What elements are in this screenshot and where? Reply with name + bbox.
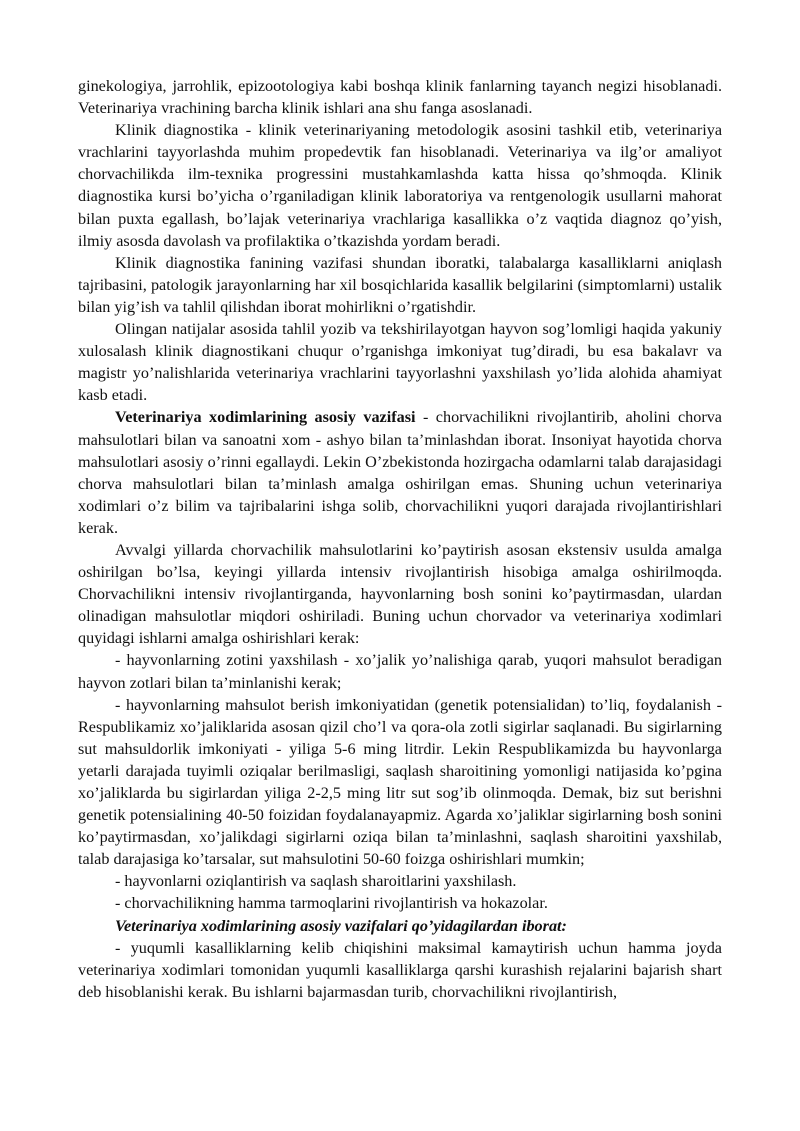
paragraph-7-text: - hayvonlarning zotini yaxshilash - xo’jalik yo’nalishiga qarab, yuqori mahsulot beradigan hayvon zotlari bilan ta’minlanishi kerak; <box>78 651 722 692</box>
paragraph-6 <box>78 539 722 649</box>
paragraph-2 <box>78 119 722 252</box>
paragraph-9 <box>78 870 722 892</box>
paragraph-12-text: - yuqumli kasalliklarning kelib chiqishini maksimal kamaytirish uchun hamma joyda veterinariya xodimlari tomonidan yuqumli kasalliklarga qarshi kurashish rejalarini bajarish shart deb hisoblanishi kerak. Bu ishlarni bajarmasdan turib, chorvachilikni rivojlantirish, <box>78 938 722 1001</box>
paragraph-10-text: - chorvachilikning hamma tarmoqlarini rivojlantirish va hokazolar. <box>115 894 548 913</box>
paragraph-9-text: - hayvonlarni oziqlantirish va saqlash sharoitlarini yaxshilash. <box>115 872 517 891</box>
paragraph-8-text: - hayvonlarning mahsulot berish imkoniyatidan (genetik potensialidan) to’liq, foydalanish - Respublikamiz xo’jaliklarida asosan qizil cho’l va qora-ola zotli sigirlar saqlanadi. Bu sigirlarning sut mahsuldorlik imkoniyati - yiliga 5-6 ming litrdir. Lekin Respublikamizda bu hayvonlarga yetarli darajada tuyimli oziqalar berilmasligi, saqlash sharoitining yomonligi natijasida ko’pgina xo’jaliklarda bu sigirlardan yiliga 2-2,5 ming litr sut sog’ib olinmoqda. Demak, biz sut berishni genetik potensialining 40-50 foizidan foydalanayapmiz. Agarda xo’jaliklar sigirlarning bosh sonini ko’paytirmasdan, xo’jalikdagi sigirlarni oziqa bilan ta’minlashni, saqlash sharoitini yaxshilab, talab darajasiga ko’tarsalar, sut mahsulotini 50-60 foizga oshirishlari mumkin; <box>78 695 722 869</box>
paragraph-8 <box>78 694 722 871</box>
section-heading-text: Veterinariya xodimlarining asosiy vazifalari qo’yidagilardan iborat: <box>115 916 567 935</box>
paragraph-5-lead-bold: Veterinariya xodimlarining asosiy vazifasi <box>115 408 416 427</box>
paragraph-12 <box>78 937 722 1003</box>
paragraph-7 <box>78 649 722 693</box>
paragraph-6-text: Avvalgi yillarda chorvachilik mahsulotlarini ko’paytirish asosan ekstensiv usulda amalga oshirilgan bo’lsa, keyingi yillarda intensiv rivojlantirish hisobiga amalga oshirilmoqda. Chorvachilikni intensiv rivojlantirganda, hayvonlarning bosh sonini ko’paytirmasdan, ulardan olinadigan mahsulotlar miqdori oshiriladi. Buning uchun chorvador va veterinariya xodimlari quyidagi ishlarni amalga oshirishlari kerak: <box>78 540 722 648</box>
paragraph-3-text: Klinik diagnostika fanining vazifasi shundan iboratki, talabalarga kasalliklarni aniqlash tajribasini, patologik jarayonlarning har xil bosqichlarida kasallik belgilarini (simptomlarni) ustalik bilan yig’ish va tahlil qilishdan iborat mohirlikni o’rgatishdir. <box>78 253 722 316</box>
paragraph-2-text: Klinik diagnostika - klinik veterinariyaning metodologik asosini tashkil etib, veterinariya vrachlarini tayyorlashda muhim propedevtik fan hisoblanadi. Veterinariya va ilg’or amaliyot chorvachilikda ilm-texnika progressini mustahkamlashda katta hissa qo’shmoqda. Klinik diagnostika kursi bo’yicha o’rganiladigan klinik laboratoriya va rentgenologik usullarni mahorat bilan puxta egallash, bo’lajak veterinariya vrachlariga kasallikka o’z vaqtida diagnoz qo’yish, ilmiy asosda davolash va profilaktika o’tkazishda yordam beradi. <box>78 121 722 250</box>
paragraph-4 <box>78 318 722 406</box>
paragraph-10 <box>78 892 722 914</box>
paragraph-1 <box>78 75 722 119</box>
paragraph-5-text: - chorvachilikni rivojlantirib, aholini chorva mahsulotlari bilan va sanoatni xom - ashyo bilan ta’minlashdan iborat. Insoniyat hayotida chorva mahsulotlari asosiy o’rinni egallaydi. Lekin O’zbekistonda hozirgacha odamlarni talab darajasidagi chorva mahsulotlari bilan ta’minlash amalga oshirilgan emas. Shuning uchun veterinariya xodimlari o’z bilim va tajribalarini ishga solib, chorvachilikni yuqori darajada rivojlantirishlari kerak. <box>78 408 722 537</box>
paragraph-4-text: Olingan natijalar asosida tahlil yozib va tekshirilayotgan hayvon sog’lomligi haqida yakuniy xulosalash klinik diagnostikani chuqur o’rganishga imkoniyat tug’diradi, bu esa bakalavr va magistr yo’nalishlarida veterinariya vrachlarini tayyorlashni yaxshilash yo’lida alohida ahamiyat kasb etadi. <box>78 320 722 405</box>
paragraph-1-text: ginekologiya, jarrohlik, epizootologiya kabi boshqa klinik fanlarning tayanch negizi hisoblanadi. Veterinariya vrachining barcha klinik ishlari ana shu fanga asoslanadi. <box>78 77 722 118</box>
paragraph-5 <box>78 406 722 539</box>
paragraph-3 <box>78 252 722 318</box>
section-heading <box>78 915 722 937</box>
